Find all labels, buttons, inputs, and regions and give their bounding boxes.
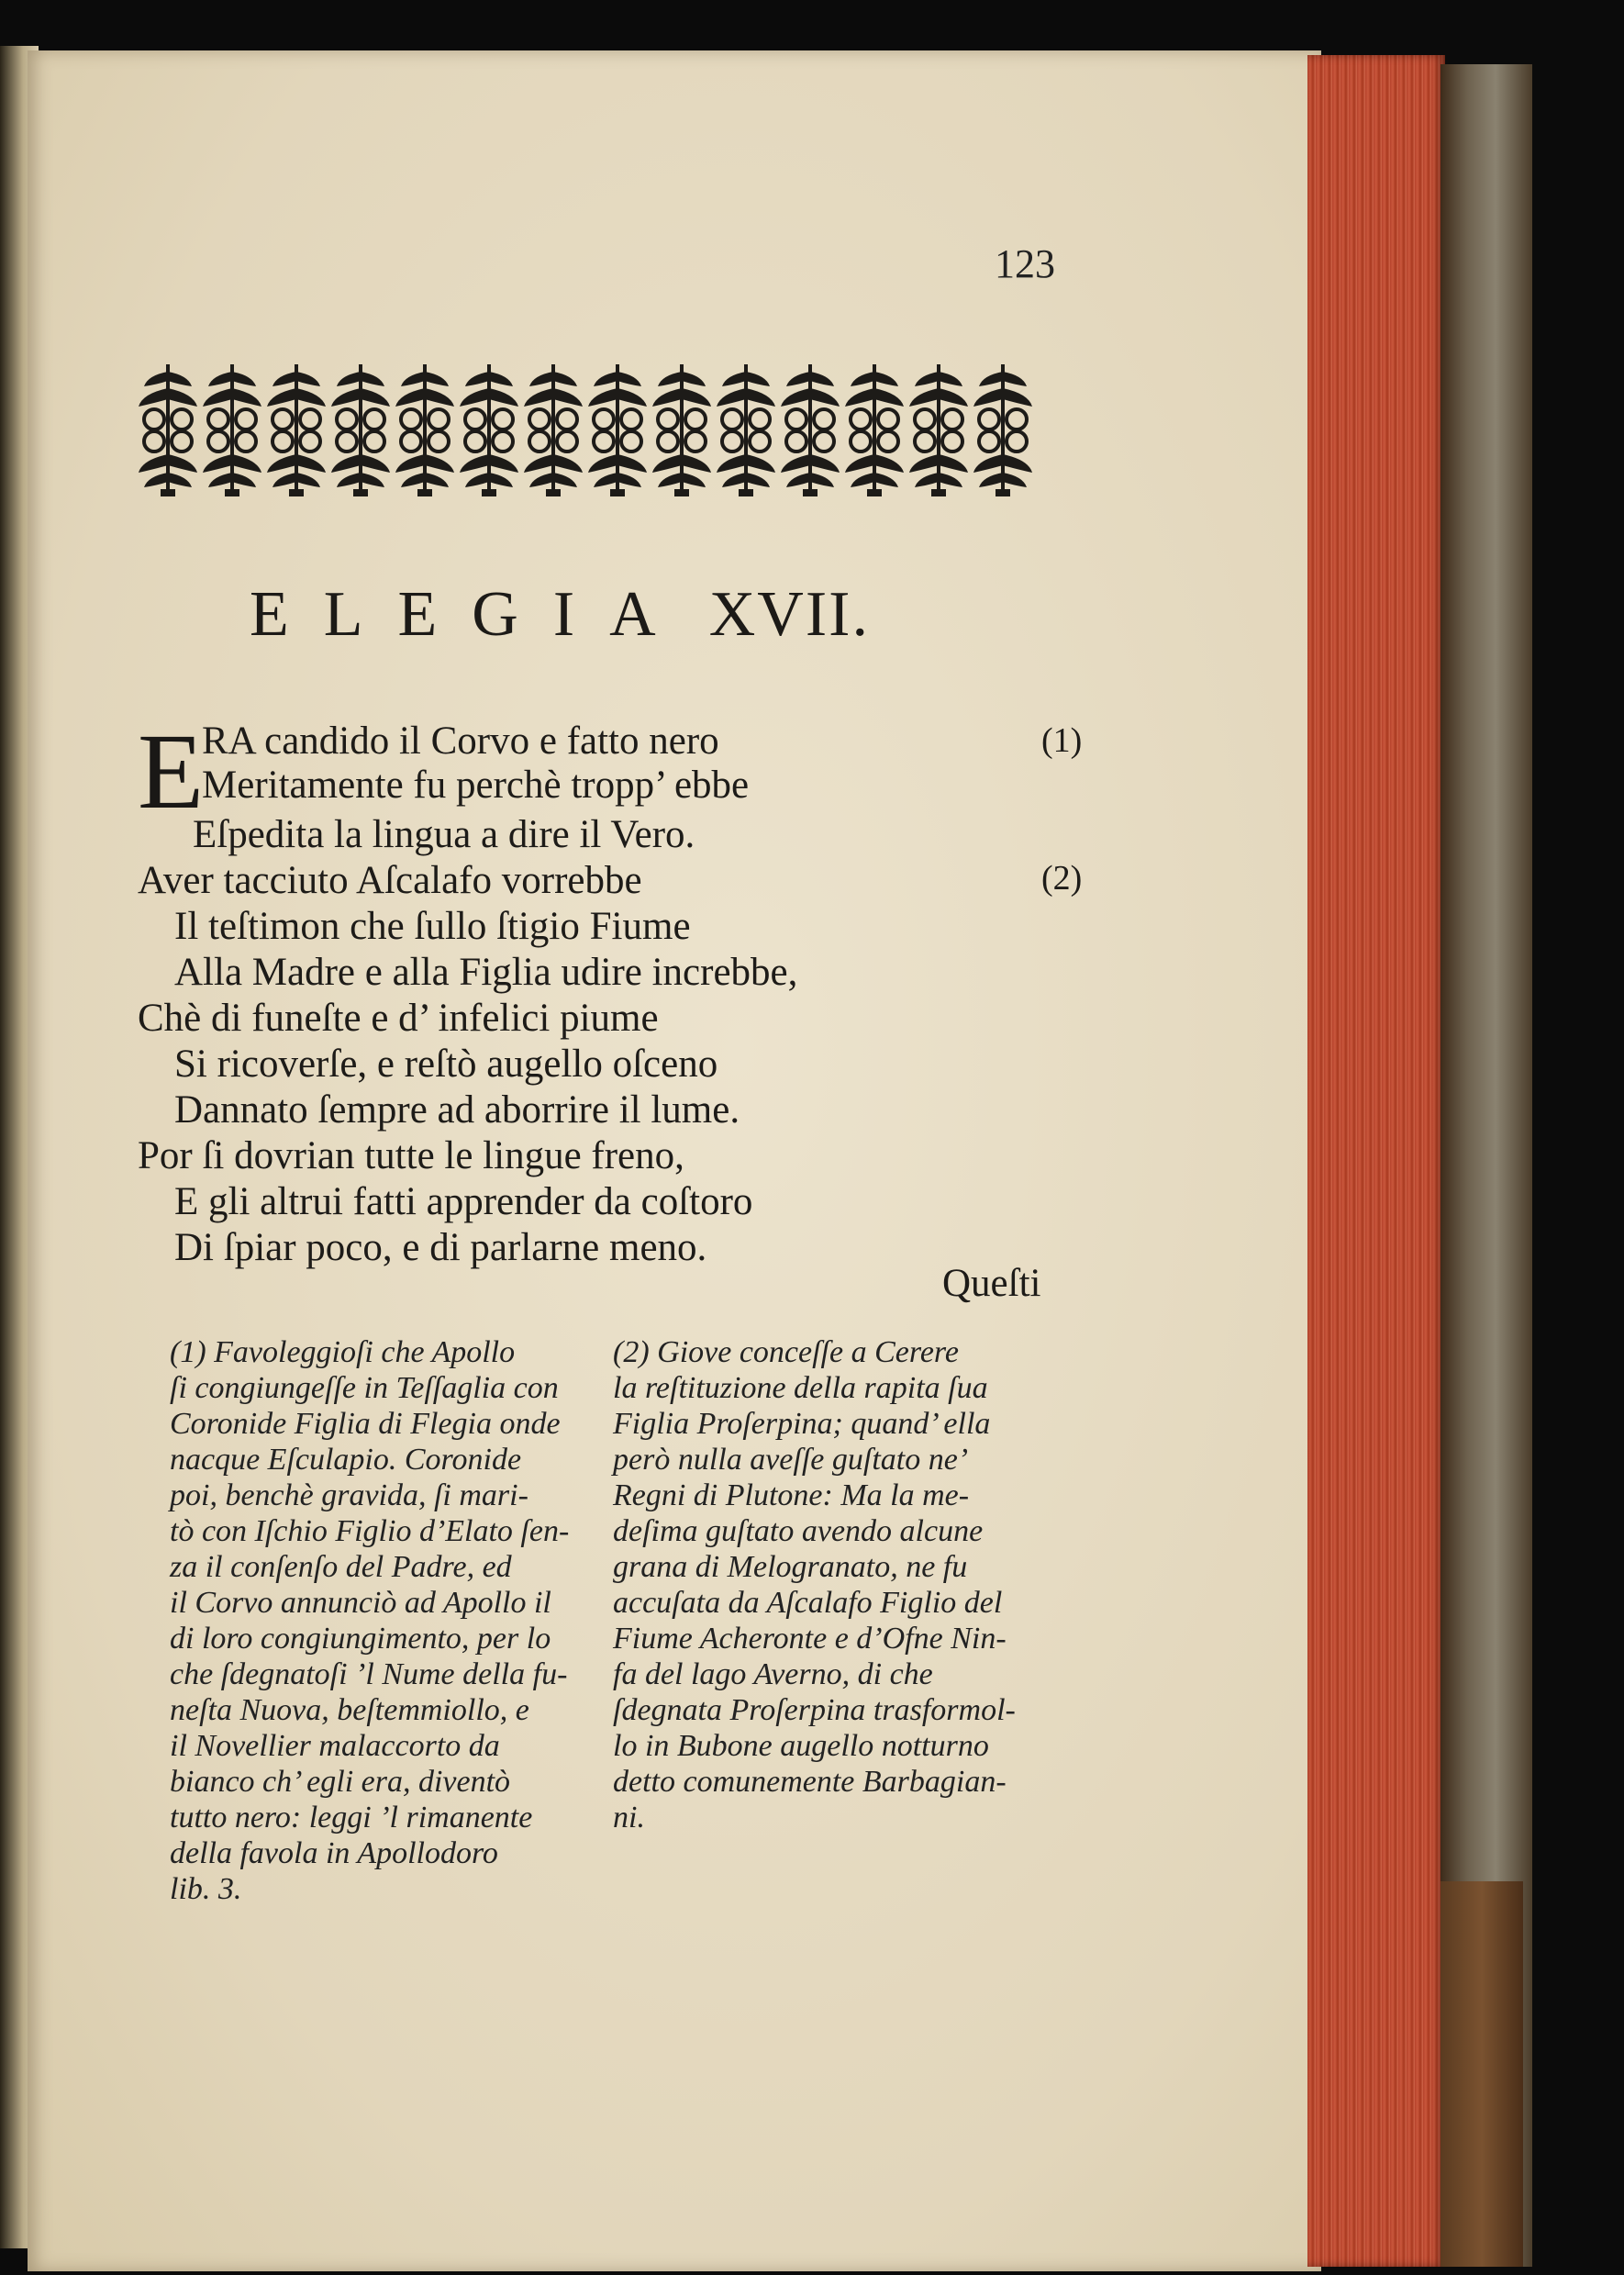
footnote-line: di loro congiungimento, per lo [170,1622,551,1656]
footnote-line: lib. 3. [170,1872,242,1906]
footnote-line: grana di Melogranato, ne fu [613,1550,968,1584]
poem-line: Aver tacciuto Aſcalafo vorrebbe [138,859,642,902]
footnote-line: che ſdegnatoſi ’l Nume della fu- [170,1657,568,1691]
title-word: ELEGIA [250,579,691,650]
footnote-line: Figlia Proſerpina; quand’ ella [613,1407,991,1441]
footnote-line: accuſata da Aſcalafo Figlio del [613,1586,1003,1620]
footnote-line: detto comunemente Barbagian- [613,1765,1007,1799]
footnote-line: ni. [613,1801,645,1834]
footnote-line: ſi congiungeſſe in Teſſaglia con [170,1371,559,1405]
poem-line: Chè di funeſte e d’ infelici piume [138,997,659,1040]
drop-cap: E [138,711,205,831]
footnote-line: Fiume Acheronte e d’Ofne Nin- [613,1622,1007,1656]
footnote-line: Regni di Plutone: Ma la me- [613,1478,970,1512]
poem-line: Il teſtimon che ſullo ſtigio Fiume [174,905,691,948]
footnote-line: deſima guſtato avendo alcune [613,1514,984,1548]
poem-line: Di ſpiar poco, e di parlarne meno. [174,1226,707,1269]
footnote-ref: (2) [1041,859,1083,898]
footnote-line: però nulla aveſſe guſtato ne’ [613,1443,969,1477]
footnote-line: Coronide Figlia di Flegia onde [170,1407,561,1441]
footnote-ref: (1) [1041,721,1083,760]
poem-line: Si ricoverſe, e reſtò augello oſceno [174,1043,718,1086]
footnote-line: (1) Favoleggioſi che Apollo [170,1335,516,1369]
footnote-line: fa del lago Averno, di che [613,1657,933,1691]
elegy-title [92,578,1028,652]
poem-line: Eſpedita la lingua a dire il Vero. [193,813,695,856]
book-cover-bottom [1440,1881,1523,2267]
footnote-line: ſdegnata Proſerpina trasformol- [613,1693,1016,1727]
footnote-line: il Novellier malaccorto da [170,1729,500,1763]
footnote-line: (2) Giove conceſſe a Cerere [613,1335,959,1369]
title-numeral: XVII. [708,579,870,650]
fleuron-ornament-band [136,362,1053,498]
poem-line: Meritamente fu perchè tropp’ ebbe [202,764,750,807]
catchword: Queſti [942,1262,1041,1305]
poem-line: RA candido il Corvo e fatto nero [202,719,719,763]
page-number: 123 [995,241,1055,286]
poem-line: E gli altrui fatti apprender da coſtoro [174,1180,753,1223]
footnote-line: za il conſenſo del Padre, ed [170,1550,512,1584]
poem-line: Alla Madre e alla Figlia udire increbbe, [174,951,798,994]
footnote-line: neſta Nuova, beſtemmiollo, e [170,1693,529,1727]
footnote-line: tò con Iſchio Figlio d’Elato ſen- [170,1514,570,1548]
footnote-line: il Corvo annunciò ad Apollo il [170,1586,551,1620]
footnote-line: la reſtituzione della rapita ſua [613,1371,988,1405]
poem-line: Por ſi dovrian tutte le lingue freno, [138,1134,684,1177]
footnote-line: poi, benchè gravida, ſi mari- [170,1478,528,1512]
footnote-line: tutto nero: leggi ’l rimanente [170,1801,533,1834]
red-page-edges [1307,55,1445,2267]
poem-line: Dannato ſempre ad aborrire il lume. [174,1088,740,1132]
footnote-line: nacque Eſculapio. Coronide [170,1443,522,1477]
footnote-line: bianco ch’ egli era, diventò [170,1765,511,1799]
footnote-line: lo in Bubone augello notturno [613,1729,989,1763]
footnote-line: della favola in Apollodoro [170,1836,498,1870]
